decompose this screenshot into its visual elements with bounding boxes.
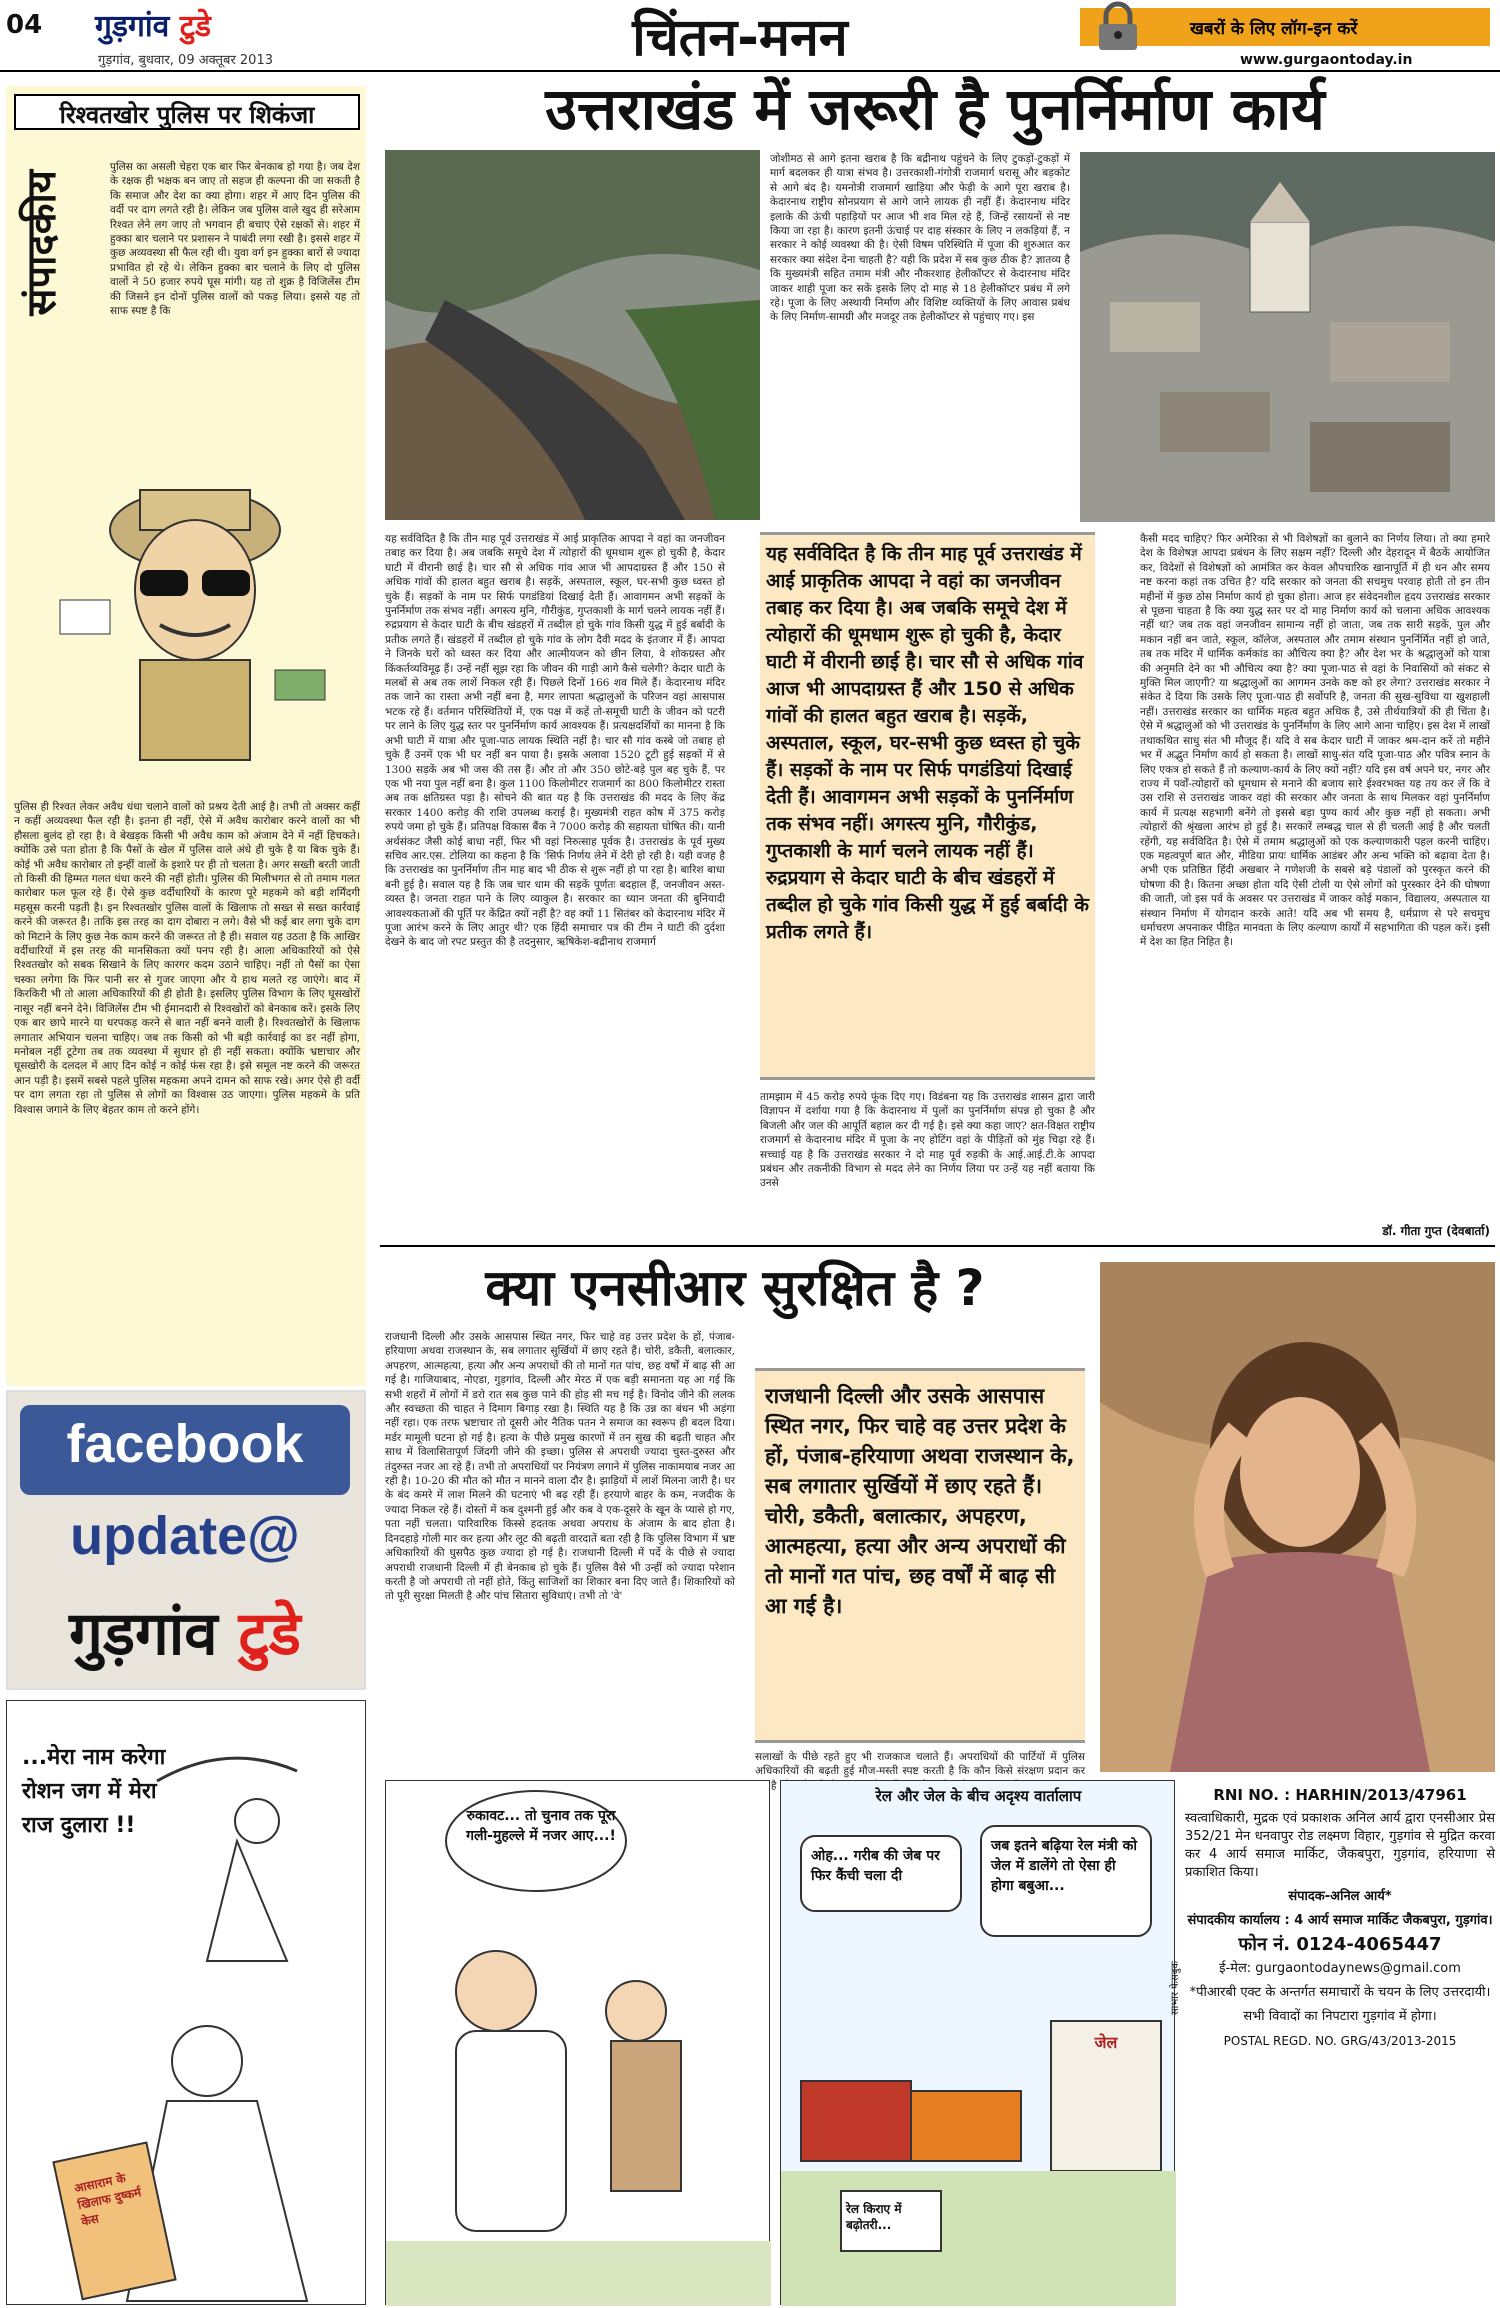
facebook-ad-brand-accent: टुडे bbox=[238, 1599, 301, 1669]
dateline: गुड़गांव, बुधवार, 09 अक्तूबर 2013 bbox=[98, 53, 273, 68]
left-cartoon-speech: ...मेरा नाम करेगा रोशन जग में मेरा राज दुलारा !! bbox=[22, 1745, 166, 1838]
distressed-woman-photo bbox=[1100, 1262, 1495, 1772]
postal-registration: POSTAL REGD. NO. GRG/43/2013-2015 bbox=[1223, 2034, 1457, 2048]
facebook-ad-brand-name: गुड़गांव bbox=[69, 1599, 239, 1669]
page-number: 04 bbox=[6, 10, 43, 40]
left-cartoon-placard: आसाराम के खिलाफ दुष्कर्म केस bbox=[72, 2171, 143, 2229]
uttarakhand-column-3: कैसी मदद चाहिए? फिर अमेरिका से भी विशेषज्ञों का बुलाने का निर्णय लिया। तो क्या हमारे देश के विशेषज्ञ आपदा प्रबंधन के लिए सक्षम नहीं? दिल्ली और देहरादून में बैठकें आयोजित कर, विदेशों से विशेषज्ञों को आमंत्रित कर केवल औपचारिक खानापूर्ति में ही धन और समय नष्ट करना कहां तक उचित है? यदि सरकार को जनता की सचमुच परवाह होती तो इन तीन महीनों में कुछ ठोस निर्माण कार्य हो चुका होता। आज हर संवेदनशील हृदय उत्तराखंड सरकार से पूछना चाहता है कि क्या युद्ध स्तर पर दो माह निर्माण कार्य को चलाना अधिक आवश्यक नहीं था? जब तक वहां जनजीवन सामान्य नहीं हो जाता, जब तक सारी सड़कें, पुल और मकान नहीं बन जाते, स्कूल, कॉलेज, अस्पताल और तमाम संस्थान पुनर्निर्मित नहीं हो जाते, तब तक मंदिर में धार्मिक कर्मकांड का औचित्य क्या है? और देश भर के श्रद्धालुओं को यात्रा की अनुमति देने का भी औचित्य क्या है? क्या पूजा-पाठ से वहां के निवासियों को संकट से मुक्ति मिल जाएगी? या श्रद्धालुओं का आगमन उनके कष्ट को हर लेगा? उत्तराखंड सरकार ने संकेत दे दिया कि उसके लिए पूजा-पाठ ही सर्वोपरि है, जनता की सुख-सुविधा या खुशहाली नहीं। उत्तराखंड सरकार का धार्मिक महत्व बहुत अधिक है, उसे तीर्थयात्रियों की ही चिंता है। ऐसे में श्रद्धालुओं को भी उत्तराखंड के पुनर्निर्माण के लिए आगे आना चाहिए। इस देश में लाखों तथाकथित साधु संत भी मौजूद हैं। यदि वे सब केदार घाटी में जाकर श्रम-दान करें तो महीने भर में अद्भुत निर्माण कार्य हो सकता है। लाखों साधु-संत यदि पूजा-पाठ और पवित्र स्नान के लिए एकत्र हो सकते हैं तो कल्याण-कार्य के लिए क्यों नहीं? यदि इस वर्ष अपने घर, नगर और राज्य में पर्वों-त्योहारों को धूमधाम से मनाने की बजाय सारे ईश्वरभक्त यह तय कर लें कि वे उस राशि से उत्तराखंड जाकर वहां की सरकार और जनता के साथ मिलकर वहां पुनर्निर्माण कार्य में प्रत्यक्ष सहभागी बनेंगे तो इससे बड़ा पुण्य कार्य और कुछ नहीं हो सकता। अभी त्योहारों की श्रृंखला आरंभ हो हुई है। सरकारें लम्बद्ध चाल से ही चलती आई है और चलती रहेंगी, यह सर्वविदित है। ऐसे में तमाम श्रद्धालुओं को एक कल्याणकारी पहल करनी चाहिए। एक महत्वपूर्ण बात और, मीडिया प्रायः धार्मिक आडंबर और अन्ध भक्ति को बढ़ावा देता है। अभी एक प्रतिष्ठित हिंदी अखबार ने गणेशजी के सबसे बड़े पंडालों को पुरस्कृत करने की घोषणा की है। कितना अच्छा होता यदि ऐसी टोली या ऐसे लोगों को पुरस्कार देने की घोषणा की जाती, जो इस पर्व के अवसर पर उत्तराखंड में जाकर कोई मकान, विद्यालय, अस्पताल या संस्थान निर्माण में योगदान करके आते! यदि अब भी समय है, धर्मप्राण से परे सचमुच धर्माचरण अपनाकर पीड़ित मानवता के लिए कल्याण कार्यों में सहभागिता की पहल करें। इसी में देश का हित निहित है। bbox=[1140, 533, 1490, 949]
brand-name-accent: टुडे bbox=[179, 9, 211, 44]
uttarakhand-pull-quote: यह सर्वविदित है कि तीन माह पूर्व उत्तराखंड में आई प्राकृतिक आपदा ने वहां का जनजीवन तबाह कर दिया है। अब जबकि समूचे देश में त्योहारों की धूमधाम शुरू हो चुकी है, केदार घाटी में वीरानी छाई है। चार सौ से अधिक गांव आज भी आपदाग्रस्त हैं और 150 से अधिक गांवों की हालत बहुत खराब है। सड़कें, अस्पताल, स्कूल, घर-सभी कुछ ध्वस्त हो चुके हैं। सड़कों के नाम पर सिर्फ पगडंडियां दिखाई देती हैं। आवागमन अभी सड़कों के पुनर्निर्माण तक संभव नहीं। अगस्त्य मुनि, गौरीकुंड, गुप्तकाशी के मार्ग चलने लायक नहीं हैं। रुद्रप्रयाग से केदार घाटी के बीच खंडहरों में तब्दील हो चुके गांव किसी युद्ध में हुई बर्बादी के प्रतीक लगते हैं। bbox=[760, 532, 1095, 1080]
section-title: चिंतन-मनन bbox=[632, 8, 848, 68]
editor-name: संपादक-अनिल आर्य* bbox=[1288, 1889, 1392, 1904]
phone-number: फोन नं. 0124-4065447 bbox=[1238, 1934, 1442, 1955]
ncr-headline: क्या एनसीआर सुरक्षित है ? bbox=[485, 1259, 985, 1317]
editorial-heading: रिश्वतखोर पुलिस पर शिकंजा bbox=[14, 94, 360, 130]
uttarakhand-column-2: तामझाम में 45 करोड़ रुपये फूंक दिए गए। विडंबना यह कि उत्तराखंड शासन द्वारा जारी विज्ञापन में दर्शाया गया है कि केदारनाथ में पुलों का पुनर्निर्माण संपन्न हो चुका है और बिजली और जल की आपूर्ति बहाल कर दी गई है। इसे क्या कहा जाए? क्षत-विक्षत राष्ट्रीय राजमार्ग से केदारनाथ मंदिर में पूजा के नए होटिंग वहां के पीड़ितों को मुंह चिढ़ा रहे हैं। सच्चाई यह है कि उत्तराखंड सरकार ने दो माह पूर्व रुड़की के आई.आई.टी.के आपदा प्रबंधन और तकनीकी विभाग से मदद लेने का निर्णय लिया पर उन्हें यह नहीं बताया कि उनसे bbox=[760, 1091, 1095, 1190]
ncr-column-1: राजधानी दिल्ली और उसके आसपास स्थित नगर, फिर चाहे वह उत्तर प्रदेश के हों, पंजाब-हरियाणा अथवा राजस्थान के, सब लगातार सुर्खियों में छाए रहते हैं। चोरी, डकैती, बलात्कार, अपहरण, आत्महत्या, हत्या और अन्य अपराधों की तो मानों गत पांच, छह वर्षों में बाढ़ सी आ गई है। गाजियाबाद, नोएडा, गुड़गांव, दिल्ली और मेरठ में एक बड़ी समानता यह आ गई कि सभी शहरों में लोगों में डरो रात सब कुछ पाने की होड़ सी मच गई है। विनोद जीने की ललक और स्वच्छता की चाहत ने दिमाग बिगाड़ रखा है। स्थिति यह है कि उन्न का बंधन भी अड़ंगा नहीं रहा। एक तरफ भ्रष्टाचार तो दूसरी ओर नैतिक पतन ने समाज का स्वरूप ही बदल दिया। मर्डर मामूली घटना हो गई है। हत्या के पीछे प्रमुख कारणों में तन सुख की बढ़ती चाहत और साथ में विलासितापूर्ण जिंदगी जीने की इच्छा। पुलिस से अपराधी ज्यादा चुस्त-दुरुस्त और तंदुरुस्त नजर आ रहे हैं। तभी तो अपराधियों पर नियंत्रण लगाने में पुलिस नाकामयाब नजर आ रही है। 10-20 की मौत को मौत न मानने वाला दौर है। झाड़ियों में लाशें मिलना जारी है। घर के बंद कमरे में लाश मिलने की घटनाएं भी बढ़ रही हैं। हरयाणे बाहर के कम, नजदीक के ज्यादा निकल रहे हैं। दोस्तों में कब दुश्मनी हुई और कब वे एक-दूसरे के खून के प्यासे हो गए, पता नहीं चलता। पारिवारिक किस्से हदतक अथवा अपराध के अंजाम के बाद होता है। दिनदहाड़े गोली मार कर हत्या और लूट की बढ़ती वारदातें बता रही है कि पुलिस विभाग में भ्रष्ट अधिकारियों की घुसपैठ कुछ ज्यादा हो गई है। राजधानी दिल्ली में पर्दे के पीछे से ज्यादा अपराधी राजधानी दिल्ली में ही बेनकाब हो चुके हैं। पुलिस वैसे भी उन्हीं को ज्यादा परेशान करती है जो अपराधी तो नहीं होते, किंतु साजिशों का शिकार बना दिए जाते हैं। शिकारियों को तो पूरी सुरक्षा मिलती है और पांच सितारा सुविधाएं। तभी तो 'वे' bbox=[385, 1331, 735, 1603]
rni-number: RNI NO. : HARHIN/2013/47961 bbox=[1213, 1786, 1467, 1804]
brand-name: गुड़गांव bbox=[95, 9, 180, 44]
police-caricature-illustration bbox=[20, 450, 360, 790]
uttarakhand-headline: उत्तराखंड में जरूरी है पुनर्निर्माण कार्य bbox=[545, 75, 1325, 143]
jurisdiction-note: सभी विवादों का निपटारा गुड़गांव में होगा। bbox=[1243, 2009, 1437, 2024]
right-cartoon bbox=[780, 1780, 1181, 2305]
middle-cartoon-speech: रुकावट... तो चुनाव तक पूरा गली-मुहल्ले में नजर आए...! bbox=[466, 1808, 616, 1844]
ncr-column-2: सलाखों के पीछे रहते हुए भी राजकाज चलाते हैं। अपराधियों की पार्टियों में पुलिस अधिकारियों की बढ़ती हुई मौज-मस्ती स्पष्ट करती है कि कौन किसे संरक्षण प्रदान कर है bbox=[755, 1751, 1085, 1792]
website-link[interactable]: www.gurgaontoday.in bbox=[1240, 52, 1413, 68]
email-address[interactable]: ई-मेल: gurgaontodaynews@gmail.com bbox=[1219, 1961, 1461, 1976]
editorial-tag: संपादकीय bbox=[19, 170, 65, 316]
right-cartoon-caption: रेल और जेल के बीच अदृश्य वार्तालाप bbox=[875, 1787, 1082, 1805]
fare-hike-sign: रेल किराए में बढ़ोतरी... bbox=[846, 2202, 902, 2232]
prb-note: *पीआरबी एक्ट के अन्तर्गत समाचारों के चयन के लिए उत्तरदायी। bbox=[1189, 1985, 1491, 2000]
middle-cartoon-drawing bbox=[386, 1781, 771, 2306]
facebook-update-text: update@ bbox=[70, 1506, 300, 1566]
imprint-box bbox=[1185, 1780, 1495, 2305]
jail-sign: जेल bbox=[1094, 2033, 1118, 2052]
brand-logo bbox=[95, 4, 211, 45]
lock-icon bbox=[1090, 2, 1146, 52]
cartoon-credit: साभार फेसबुक bbox=[1170, 1961, 1181, 2016]
left-cartoon bbox=[6, 1700, 366, 2305]
ncr-pull-quote: राजधानी दिल्ली और उसके आसपास स्थित नगर, फिर चाहे वह उत्तर प्रदेश के हों, पंजाब-हरियाणा अथवा राजस्थान के, सब लगातार सुर्खियों में छाए रहते हैं। चोरी, डकैती, बलात्कार, अपहरण, आत्महत्या, हत्या और अन्य अपराधों की तो मानों गत पांच, छह वर्षों में बाढ़ सी आ गई है। bbox=[755, 1368, 1085, 1743]
middle-cartoon bbox=[385, 1780, 770, 2305]
login-banner[interactable]: खबरों के लिए लॉग-इन करें bbox=[1080, 8, 1490, 46]
landslide-road-photo bbox=[385, 150, 760, 520]
uttarakhand-top-column: जोशीमठ से आगे इतना खराब है कि बद्रीनाथ पहुंचने के लिए टुकड़ों-टुकड़ों में मार्ग बदलकर ही यात्रा संभव है। उत्तरकाशी-गंगोत्री राजमार्ग धरासू और बड़कोट से आगे बंद है। यमनोत्री राजमार्ग खाड़िया और फेड़ी के आगे पूरा खराब है। केदारनाथ राष्ट्रीय सोनप्रयाग से आगे जाने लायक ही नहीं हैं। केदारनाथ मंदिर इलाके की ऊंची पहाड़ियों पर आज भी शव मिल रहे हैं, जिन्हें रसायनों से नष्ट किया जा रहा है। कारण इतनी ऊंचाई पर दाह संस्कार के लिए न लकड़ियां हैं, न सरकार ने कोई व्यवस्था की है। ऐसी विषम परिस्थिति में पूजा की शुरुआत कर सरकार क्या संदेश देना चाहती है? यही कि प्रदेश में सब कुछ ठीक है? ज्ञातव्य है कि मुख्यमंत्री सहित तमाम मंत्री और नौकरशाह हेलीकॉप्टर से केदारनाथ मंदिर जाकर शाही पूजा कर सकें इसके लिए दो माह से 18 हेलीकॉप्टर प्रबंध में लगे रहे। पूजा के लिए अस्थायी निर्माण और विशिष्ट व्यक्तियों के लिए आवास प्रबंध के लिए निर्माण-सामग्री और मजदूर तक हेलीकॉप्टर से पहुंचाए गए। इस bbox=[770, 153, 1070, 324]
byline: डॉ. गीता गुप्त (देवबार्ता) bbox=[1382, 1224, 1490, 1238]
train-speech-bubble: ओह... गरीब की जेब पर फिर कैंची चला दी bbox=[811, 1848, 940, 1884]
facebook-ad-brand bbox=[20, 1590, 350, 1672]
publisher-statement: स्वत्वाधिकारी, मुद्रक एवं प्रकाशक अनिल आर्य द्वारा एनसीआर प्रेस 352/21 मेन धनवापुर रोड लक्ष्मण विहार, गुड़गांव से मुद्रित करवा कर 4 आर्य समाज मार्किट, जैकबपुरा, गुड़गांव, हरियाणा से प्रकाशित किया। bbox=[1185, 1811, 1495, 1880]
editorial-intro: पुलिस का असली चेहरा एक बार फिर बेनकाब हो गया है। जब देश के रक्षक ही भक्षक बन जाए तो सहज ही कल्पना की जा सकती है कि समाज और देश का क्या होगा। शहर में आए दिन पुलिस की वर्दी पर दाग लगते रही है। लेकिन जब पुलिस वाले खुद ही सरेआम रिश्वत लेने लग जाए तो भगवान ही बचाए ऐसे रक्षकों से। शहर में हुक्का बार चलाने पर प्रशासन ने पाबंदी लगा रखी है। इससे शहर में कुछ अव्यवस्था सी फैल रही थी। युवा वर्ग इन हुक्का बारों से ज्यादा प्रभावित हो रहे थे। लेकिन हुक्का बार चलाने के लिए दो पुलिस वालों ने 50 हजार रुपये घूस मांगी। यह तो शुक्र है विजिलेंस टीम की जिसने इन दोनों पुलिस वालों को पकड़ लिया। इससे यह तो साफ स्पष्ट है कि bbox=[110, 161, 360, 318]
editorial-office: संपादकीय कार्यालय : 4 आर्य समाज मार्किट जैकबपुरा, गुड़गांव। bbox=[1187, 1913, 1493, 1928]
jail-speech-bubble: जब इतने बढ़िया रेल मंत्री को जेल में डालेंगे तो ऐसा ही होगा बबुआ... bbox=[991, 1838, 1137, 1894]
editorial-body: पुलिस ही रिश्वत लेकर अवैध धंधा चलाने वालों को प्रश्रय देती आई है। तभी तो अक्सर कहीं न कहीं अव्यवस्था फैल रही है। इतना ही नहीं, ऐसे में अवैध कारोबार करने वालों का भी हौसला बुलंद हो रहा है। वे बेखड़क किसी भी अवैध काम को अंजाम देने में नहीं हिचकते। क्योंकि उसे पता होता है कि पैसों के खेल में पुलिस वाले अंधे ही चुके है या बिक चुके हैं। कोई भी अवैध कारोबार तो इन्हीं वालों के इशारे पर ही तो चलता है। अगर सख्ती बरती जाती तो किसी की हिम्मत गलत धंधा करने की नहीं होती। पुलिस की मिलीभगत से तो तमाम गलत कारोबार फल फूल रहे हैं। ऐसे कुछ वर्दीधारियों के कारण पूरे महकमे को बड़ी शर्मिंदगी महसूस करनी पड़ती है। इन रिश्वतखोर पुलिस वालों के खिलाफ तो सख्त से सख्त कार्रवाई करने की जरूरत है। ताकि इस तरह का दाग दोबारा न लगे। वैसे भी कई बार लगा चुके दाग को मिटाने के लिए कुछ नेक काम करने की जरूरत तो है ही। सवाल यह उठता है कि आखिर वर्दीधारियों में इस तरह की मानसिकता क्यों पनप रही है। आला अधिकारियों को ऐसे रिश्वतखोर को सबक सिखाने के लिए कारगर कदम उठाने चाहिए। नहीं तो पैसों का ऐसा चस्का लगेगा कि फिर पानी सर से गुजर जाएगा और ये हाथ मलते रह जाएंगे। बाद में किरकिरी भी तो आला अधिकारियों की ही होती है। इसलिए पुलिस विभाग के लिए घूसखोरों नासूर नहीं बनने देने। विजिलेंस टीम भी ईमानदारी से रिश्वखोरों को बेनकाब करें। इसके लिए एक बार छापे मारने या धरपकड़ करने से बात नहीं बनने वाली है। रिश्वतखोरों के खिलाफ लगातार अभियान चलना चाहिए। जब तक किसी को भी बड़ी कार्रवाई का डर नहीं होगा, मनोबल नहीं टूटेगा तब तक व्यवस्था में सुधार हो ही नहीं सकता। क्योंकि भ्रष्टाचार और घूसखोरी के दलदल में आए दिन कोई न कोई फंस रहा है। इसे समूल नष्ट करने की जरूरत आन पड़ी है। इसमें सबसे पहले पुलिस महकमा अपने दामन को साफ रखे। अगर ऐसे ही वर्दी पर दाग लगता रहा तो पुलिस से लोगों का विश्वास उठ जाएगा। पुलिस महकमे के प्रति विश्वास जगाने के लिए बेहतर काम तो करने होंगे। bbox=[14, 801, 360, 1116]
section-divider bbox=[380, 1245, 1495, 1247]
uttarakhand-column-1: यह सर्वविदित है कि तीन माह पूर्व उत्तराखंड में आई प्राकृतिक आपदा ने वहां का जनजीवन तबाह कर दिया है। अब जबकि समूचे देश में त्योहारों की धूमधाम शुरू हो चुकी है, केदार घाटी में वीरानी छाई है। चार सौ से अधिक गांव आज भी आपदाग्रस्त हैं और 150 से अधिक गांवों की हालत बहुत खराब है। सड़कें, अस्पताल, स्कूल, घर-सभी कुछ ध्वस्त हो चुके हैं। सड़कों के नाम पर सिर्फ पगडंडियां दिखाई देती हैं। आवागमन अभी सड़कों के पुनर्निर्माण तक संभव नहीं। अगस्त्य मुनि, गौरीकुंड, गुप्तकाशी के मार्ग चलने लायक नहीं हैं। रुद्रप्रयाग से केदार घाटी के बीच खंडहरों में तब्दील हो चुके गांव किसी युद्ध में हुई बर्बादी के प्रतीक लगते हैं। खंडहरों में तब्दील हो चुके गांव के लोग दैवी मदद के इंतजार में हैं। आपदा ने जिनके घरों को ध्वस्त कर दिया और आत्मीयजन को छीन लिया, वे शोकग्रस्त और किंकर्तव्यविमूढ़ हैं। उन्हें नहीं सूझ रहा कि जीवन की गाड़ी आगे कैसे चलेगी? केदार घाटी के मलबों से अब तक लाशें निकल रही हैं। पिछले दिनों 166 शव मिले हैं। केदारनाथ मंदिर तक जाने का रास्ता अभी नहीं बना है, मगर लापता श्रद्धालुओं के परिजन वहां आसपास भटक रहे हैं। वर्तमान परिस्थितियों में, एक पक्ष में कहें तो-समूची घाटी के जीवन को पटरी पर लाने के लिए युद्ध स्तर पर पुनर्निर्माण कार्य आवश्यक हैं। प्रत्यक्षदर्शियों का मानना है कि अभी घाटी में यात्रा और पूजा-पाठ लायक स्थिति नहीं है। चार सौ गांव कस्बे जो तबाह हो चुके हैं उनमें एक भी घर नहीं बन पाया है। इसके अलावा 1520 टूटी हुई सड़कों में से 1300 सड़कें अब भी जस की तस हैं। और तो और 350 छोटे-बड़े पुल बह चुके हैं, पर एक भी नया पुल नहीं बना है। कुल 1100 किलोमीटर राजमार्ग का 800 किलोमीटर रास्ता अब तक क्षतिग्रस्त पड़ा है। सोचने की बात यह है कि उत्तराखंड की मदद के लिए केंद्र सरकार 1400 करोड़ की राशि उपलब्ध कराई है। मुख्यमंत्री राहत कोष में 375 करोड़ रुपये जमा हो चुके हैं। प्रतिपक्ष विकास बैंक ने 7000 करोड़ की सहायता घोषित की। यानी अर्थसंकट जैसी कोई बाधा नहीं, फिर भी वहां निरुत्साह पूर्वक है। उत्तराखंड के पूर्व मुख्य सचिव आर.एस. टोलिया का कहना है कि 'सिर्फ निर्णय लेने में देरी हो रही है। यही वजह है कि उत्तराखंड का पुनर्निर्माण तीन माह बाद भी ठीक से शुरू नहीं हो पा रहा है। बारिश बाधा बनी हुई है। सवाल यह है कि जब चार धाम की सड़कें पूर्णतः बदहाल हैं, जनजीवन अस्त-व्यस्त है। जनता राहत पाने के लिए व्याकुल है। सरकार का ध्यान जनता की बुनियादी आवश्यकताओं की पूर्ति पर केंद्रित क्यों नहीं है? वह क्यों 11 सितंबर को केदारनाथ मंदिर में पूजा आरंभ करने के लिए आतुर थी? एक हिंदी समाचार पत्र की टीम ने घाटी की दुर्दशा देखने के बाद जो रपट प्रस्तुत की है तदनुसार, ऋषिकेश-बद्रीनाथ राजमार्ग bbox=[385, 533, 725, 949]
facebook-logo: facebook bbox=[20, 1405, 350, 1495]
kedarnath-ruins-photo bbox=[1080, 152, 1495, 522]
